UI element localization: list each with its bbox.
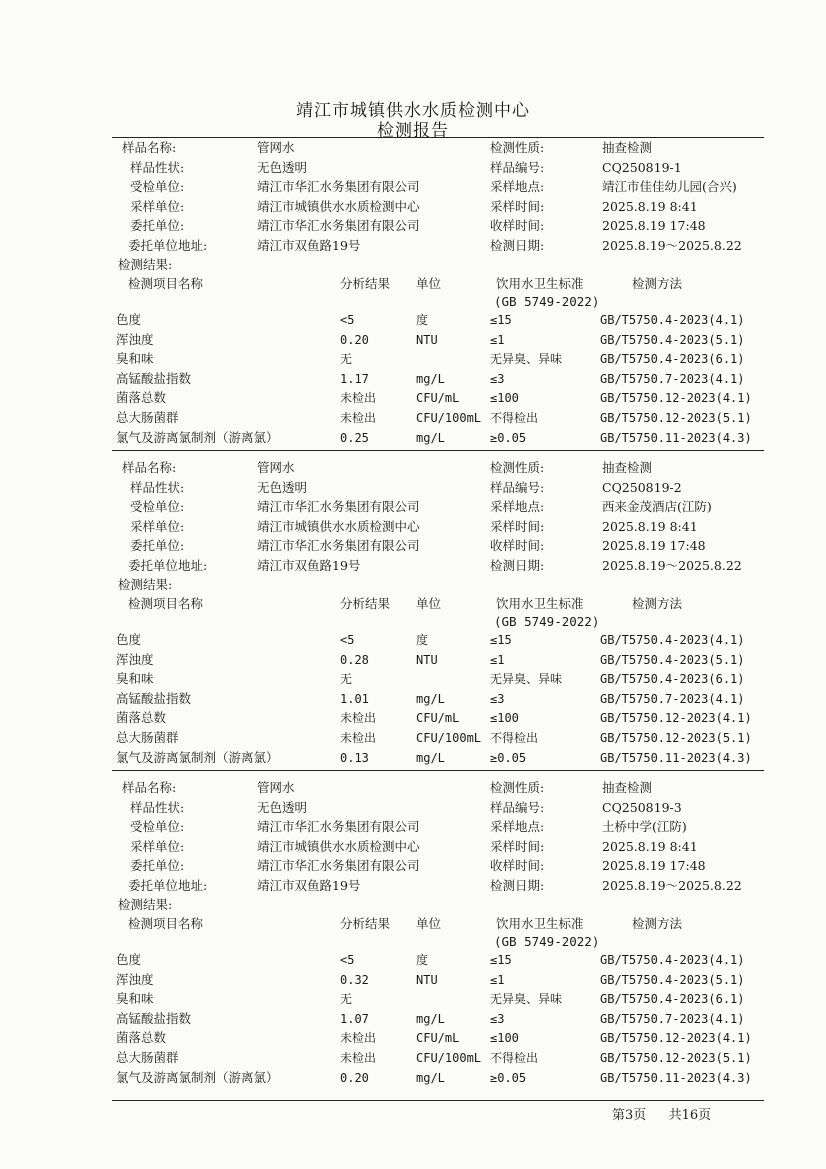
cell-method: GB/T5750.4-2023(4.1) bbox=[600, 953, 745, 967]
cell-unit: mg/L bbox=[416, 1070, 445, 1085]
table-row bbox=[112, 409, 772, 427]
results-label bbox=[112, 896, 772, 914]
table-row bbox=[112, 651, 772, 669]
field-value: 管网水 bbox=[257, 460, 295, 475]
cell-method: GB/T5750.4-2023(5.1) bbox=[600, 972, 745, 987]
field-label: 样品名称: bbox=[122, 140, 177, 155]
header-rule bbox=[112, 137, 764, 138]
cell-method: GB/T5750.12-2023(5.1) bbox=[600, 1051, 752, 1065]
cell-std: 无异臭、异味 bbox=[490, 992, 563, 1007]
table-row bbox=[112, 1010, 772, 1028]
cell-std: ≤100 bbox=[490, 391, 519, 406]
cell-result: <5 bbox=[340, 953, 355, 967]
footer-rule bbox=[112, 1100, 764, 1101]
results-heading: 检测结果: bbox=[118, 897, 173, 912]
field-value: 靖江市城镇供水水质检测中心 bbox=[257, 518, 420, 534]
field-value: CQ250819-1 bbox=[602, 159, 682, 175]
cell-method: GB/T5750.11-2023(4.3) bbox=[600, 1070, 752, 1085]
col-std: 饮用水卫生标准 bbox=[496, 916, 584, 931]
field-label: 样品性状: bbox=[130, 159, 185, 175]
field-value: 土桥中学(江防) bbox=[602, 819, 687, 834]
field-value: 管网水 bbox=[257, 780, 295, 795]
col-unit: 单位 bbox=[416, 916, 442, 931]
table-row bbox=[112, 1069, 772, 1087]
field-label: 检测性质: bbox=[490, 460, 545, 475]
col-method: 检测方法 bbox=[632, 276, 683, 291]
table-row bbox=[112, 331, 772, 349]
cell-item: 总大肠菌群 bbox=[116, 730, 179, 745]
cell-std: 不得检出 bbox=[490, 731, 539, 745]
cell-method: GB/T5750.11-2023(4.3) bbox=[600, 430, 752, 445]
cell-result: 0.32 bbox=[340, 972, 369, 987]
field-value: 2025.8.19 17:48 bbox=[602, 858, 706, 873]
field-value: 靖江市华汇水务集团有限公司 bbox=[257, 218, 420, 233]
cell-unit: CFU/mL bbox=[416, 1031, 460, 1046]
section-rule bbox=[112, 770, 764, 771]
field-label: 委托单位: bbox=[130, 538, 185, 553]
info-row bbox=[112, 479, 772, 497]
field-label: 采样单位: bbox=[130, 198, 185, 214]
info-row bbox=[112, 818, 772, 836]
info-row bbox=[112, 557, 772, 575]
cell-unit: mg/L bbox=[416, 1011, 445, 1026]
field-value: 2025.8.19～2025.8.22 bbox=[602, 237, 742, 253]
field-label: 受检单位: bbox=[130, 179, 185, 194]
cell-unit: CFU/100mL bbox=[416, 731, 482, 745]
field-value: 靖江市华汇水务集团有限公司 bbox=[257, 499, 420, 514]
col-item: 检测项目名称 bbox=[128, 596, 204, 611]
cell-unit: mg/L bbox=[416, 750, 445, 765]
cell-method: GB/T5750.7-2023(4.1) bbox=[600, 1011, 745, 1026]
info-row bbox=[112, 459, 772, 477]
results-label bbox=[112, 256, 772, 274]
cell-item: 氯气及游离氯制剂（游离氯） bbox=[116, 429, 279, 445]
cell-method: GB/T5750.11-2023(4.3) bbox=[600, 750, 752, 765]
cell-result: 未检出 bbox=[340, 1051, 377, 1065]
cell-unit: mg/L bbox=[416, 430, 445, 445]
cell-std: ≤100 bbox=[490, 711, 519, 726]
field-label: 收样时间: bbox=[490, 218, 545, 233]
cell-item: 浑浊度 bbox=[116, 971, 154, 987]
sample-block bbox=[112, 139, 772, 459]
cell-unit: CFU/mL bbox=[416, 391, 460, 406]
cell-item: 色度 bbox=[116, 632, 142, 647]
cell-unit: NTU bbox=[416, 652, 438, 667]
cell-unit: CFU/100mL bbox=[416, 411, 482, 425]
col-std: 饮用水卫生标准 bbox=[496, 596, 584, 611]
field-value: 无色透明 bbox=[257, 799, 308, 815]
field-label: 委托单位地址: bbox=[128, 877, 208, 893]
results-label bbox=[112, 576, 772, 594]
cell-unit: 度 bbox=[416, 633, 429, 647]
cell-result: 0.20 bbox=[340, 332, 369, 347]
cell-std: ≤1 bbox=[490, 972, 505, 987]
field-label: 检测日期: bbox=[490, 237, 545, 253]
info-row bbox=[112, 178, 772, 196]
table-row bbox=[112, 690, 772, 708]
field-value: 靖江市城镇供水水质检测中心 bbox=[257, 838, 420, 854]
results-heading: 检测结果: bbox=[118, 577, 173, 592]
field-label: 收样时间: bbox=[490, 538, 545, 553]
page-total: 共16页 bbox=[668, 1108, 712, 1123]
cell-unit: 度 bbox=[416, 953, 429, 967]
info-row bbox=[112, 537, 772, 555]
col-result: 分析结果 bbox=[340, 596, 391, 611]
info-row bbox=[112, 779, 772, 797]
field-value: 抽查检测 bbox=[602, 780, 653, 795]
table-row bbox=[112, 971, 772, 989]
table-row bbox=[112, 951, 772, 969]
table-row bbox=[112, 429, 772, 447]
cell-method: GB/T5750.4-2023(5.1) bbox=[600, 332, 745, 347]
field-value: 靖江市佳佳幼儿园(合兴) bbox=[602, 179, 737, 194]
field-label: 委托单位地址: bbox=[128, 557, 208, 573]
info-row bbox=[112, 237, 772, 255]
info-row bbox=[112, 198, 772, 216]
table-row bbox=[112, 1049, 772, 1067]
field-label: 委托单位: bbox=[130, 858, 185, 873]
cell-result: 无 bbox=[340, 672, 353, 687]
cell-method: GB/T5750.12-2023(4.1) bbox=[600, 391, 752, 406]
cell-method: GB/T5750.7-2023(4.1) bbox=[600, 371, 745, 386]
cell-result: 1.17 bbox=[340, 371, 369, 386]
cell-item: 臭和味 bbox=[116, 351, 154, 367]
cell-result: 0.28 bbox=[340, 652, 369, 667]
info-row bbox=[112, 159, 772, 177]
results-table-header-sub bbox=[112, 293, 772, 311]
info-row bbox=[112, 857, 772, 875]
cell-item: 菌落总数 bbox=[116, 710, 167, 726]
field-label: 受检单位: bbox=[130, 819, 185, 834]
field-value: 靖江市华汇水务集团有限公司 bbox=[257, 179, 420, 194]
table-row bbox=[112, 709, 772, 727]
table-row bbox=[112, 370, 772, 388]
field-value: 靖江市城镇供水水质检测中心 bbox=[257, 198, 420, 214]
cell-std: ≤3 bbox=[490, 691, 505, 706]
field-value: 抽查检测 bbox=[602, 460, 653, 475]
field-label: 采样地点: bbox=[490, 819, 545, 834]
cell-item: 浑浊度 bbox=[116, 651, 154, 667]
org-title: 靖江市城镇供水水质检测中心 bbox=[296, 101, 530, 121]
cell-std: 无异臭、异味 bbox=[490, 352, 563, 367]
field-value: 靖江市华汇水务集团有限公司 bbox=[257, 858, 420, 873]
cell-item: 臭和味 bbox=[116, 671, 154, 687]
field-label: 样品编号: bbox=[490, 799, 545, 815]
field-value: 靖江市华汇水务集团有限公司 bbox=[257, 538, 420, 553]
table-row bbox=[112, 729, 772, 747]
field-value: 2025.8.19 8:41 bbox=[602, 838, 698, 854]
cell-result: 未检出 bbox=[340, 731, 377, 745]
field-value: 2025.8.19～2025.8.22 bbox=[602, 557, 742, 573]
cell-std: ≤15 bbox=[490, 633, 512, 647]
cell-result: 未检出 bbox=[340, 411, 377, 425]
cell-result: 未检出 bbox=[340, 1031, 377, 1046]
cell-method: GB/T5750.12-2023(5.1) bbox=[600, 411, 752, 425]
table-row bbox=[112, 311, 772, 329]
col-std: 饮用水卫生标准 bbox=[496, 276, 584, 291]
cell-result: <5 bbox=[340, 313, 355, 327]
cell-method: GB/T5750.4-2023(6.1) bbox=[600, 672, 745, 687]
cell-std: ≥0.05 bbox=[490, 1070, 527, 1085]
cell-std: 无异臭、异味 bbox=[490, 672, 563, 687]
cell-item: 菌落总数 bbox=[116, 1030, 167, 1046]
cell-item: 总大肠菌群 bbox=[116, 410, 179, 425]
field-label: 样品名称: bbox=[122, 780, 177, 795]
col-std-sub: (GB 5749-2022) bbox=[494, 614, 600, 629]
cell-result: 未检出 bbox=[340, 711, 377, 726]
field-value: 抽查检测 bbox=[602, 140, 653, 155]
field-value: 2025.8.19 8:41 bbox=[602, 198, 698, 214]
field-value: 2025.8.19 17:48 bbox=[602, 538, 706, 553]
sample-block bbox=[112, 459, 772, 779]
cell-unit: CFU/100mL bbox=[416, 1051, 482, 1065]
cell-unit: NTU bbox=[416, 972, 438, 987]
cell-unit: 度 bbox=[416, 313, 429, 327]
results-table-header bbox=[112, 915, 772, 933]
cell-std: ≤100 bbox=[490, 1031, 519, 1046]
page-footer bbox=[612, 1104, 711, 1123]
field-value: 2025.8.19～2025.8.22 bbox=[602, 877, 742, 893]
results-table-header-sub bbox=[112, 613, 772, 631]
field-label: 采样单位: bbox=[130, 838, 185, 854]
cell-item: 氯气及游离氯制剂（游离氯） bbox=[116, 749, 279, 765]
cell-item: 浑浊度 bbox=[116, 331, 154, 347]
cell-result: 0.13 bbox=[340, 750, 369, 765]
field-label: 采样地点: bbox=[490, 499, 545, 514]
cell-method: GB/T5750.12-2023(5.1) bbox=[600, 731, 752, 745]
field-label: 样品编号: bbox=[490, 159, 545, 175]
cell-item: 高锰酸盐指数 bbox=[116, 370, 192, 386]
cell-method: GB/T5750.12-2023(4.1) bbox=[600, 711, 752, 726]
sample-block bbox=[112, 779, 772, 1099]
col-item: 检测项目名称 bbox=[128, 276, 204, 291]
cell-item: 臭和味 bbox=[116, 991, 154, 1007]
cell-std: ≤1 bbox=[490, 332, 505, 347]
col-std-sub: (GB 5749-2022) bbox=[494, 294, 600, 309]
col-unit: 单位 bbox=[416, 596, 442, 611]
page-number: 第3页 bbox=[612, 1108, 647, 1123]
field-label: 样品性状: bbox=[130, 479, 185, 495]
cell-item: 高锰酸盐指数 bbox=[116, 1010, 192, 1026]
field-label: 样品名称: bbox=[122, 460, 177, 475]
table-row bbox=[112, 749, 772, 767]
results-table-header bbox=[112, 595, 772, 613]
results-heading: 检测结果: bbox=[118, 257, 173, 272]
cell-std: 不得检出 bbox=[490, 1051, 539, 1065]
section-rule bbox=[112, 450, 764, 451]
field-value: 靖江市双鱼路19号 bbox=[257, 877, 361, 893]
info-row bbox=[112, 139, 772, 157]
field-label: 检测性质: bbox=[490, 140, 545, 155]
cell-method: GB/T5750.4-2023(4.1) bbox=[600, 633, 745, 647]
col-item: 检测项目名称 bbox=[128, 916, 204, 931]
cell-result: 无 bbox=[340, 992, 353, 1007]
col-result: 分析结果 bbox=[340, 916, 391, 931]
cell-unit: mg/L bbox=[416, 371, 445, 386]
info-row bbox=[112, 838, 772, 856]
field-label: 收样时间: bbox=[490, 858, 545, 873]
cell-result: 无 bbox=[340, 352, 353, 367]
field-label: 委托单位地址: bbox=[128, 237, 208, 253]
field-label: 检测日期: bbox=[490, 877, 545, 893]
cell-item: 色度 bbox=[116, 312, 142, 327]
field-value: 西来金茂酒店(江防) bbox=[602, 499, 712, 514]
field-label: 采样单位: bbox=[130, 518, 185, 534]
cell-std: ≤15 bbox=[490, 313, 512, 327]
col-result: 分析结果 bbox=[340, 276, 391, 291]
results-table-header bbox=[112, 275, 772, 293]
table-row bbox=[112, 350, 772, 368]
cell-item: 菌落总数 bbox=[116, 390, 167, 406]
info-row bbox=[112, 799, 772, 817]
report-title: 检测报告 bbox=[377, 121, 449, 141]
cell-result: 未检出 bbox=[340, 391, 377, 406]
field-label: 受检单位: bbox=[130, 499, 185, 514]
table-row bbox=[112, 670, 772, 688]
cell-result: <5 bbox=[340, 633, 355, 647]
cell-item: 氯气及游离氯制剂（游离氯） bbox=[116, 1069, 279, 1085]
info-row bbox=[112, 518, 772, 536]
cell-method: GB/T5750.4-2023(6.1) bbox=[600, 992, 745, 1007]
cell-std: ≥0.05 bbox=[490, 430, 527, 445]
field-label: 样品性状: bbox=[130, 799, 185, 815]
cell-std: ≤1 bbox=[490, 652, 505, 667]
cell-method: GB/T5750.4-2023(6.1) bbox=[600, 352, 745, 367]
cell-unit: NTU bbox=[416, 332, 438, 347]
cell-result: 1.01 bbox=[340, 691, 369, 706]
field-value: 2025.8.19 17:48 bbox=[602, 218, 706, 233]
cell-result: 0.25 bbox=[340, 430, 369, 445]
field-value: 2025.8.19 8:41 bbox=[602, 518, 698, 534]
field-label: 委托单位: bbox=[130, 218, 185, 233]
col-unit: 单位 bbox=[416, 276, 442, 291]
table-row bbox=[112, 990, 772, 1008]
cell-method: GB/T5750.4-2023(5.1) bbox=[600, 652, 745, 667]
cell-std: ≤3 bbox=[490, 1011, 505, 1026]
cell-item: 总大肠菌群 bbox=[116, 1050, 179, 1065]
cell-std: ≥0.05 bbox=[490, 750, 527, 765]
field-value: 管网水 bbox=[257, 140, 295, 155]
info-row bbox=[112, 217, 772, 235]
field-value: 靖江市双鱼路19号 bbox=[257, 237, 361, 253]
field-value: 靖江市双鱼路19号 bbox=[257, 557, 361, 573]
field-label: 采样时间: bbox=[490, 838, 545, 854]
table-row bbox=[112, 631, 772, 649]
info-row bbox=[112, 498, 772, 516]
cell-method: GB/T5750.4-2023(4.1) bbox=[600, 313, 745, 327]
cell-std: ≤3 bbox=[490, 371, 505, 386]
field-label: 采样时间: bbox=[490, 518, 545, 534]
field-label: 检测日期: bbox=[490, 557, 545, 573]
field-value: 无色透明 bbox=[257, 479, 308, 495]
cell-std: ≤15 bbox=[490, 953, 512, 967]
field-value: 无色透明 bbox=[257, 159, 308, 175]
results-table-header-sub bbox=[112, 933, 772, 951]
field-label: 采样地点: bbox=[490, 179, 545, 194]
col-method: 检测方法 bbox=[632, 916, 683, 931]
cell-item: 高锰酸盐指数 bbox=[116, 690, 192, 706]
field-label: 检测性质: bbox=[490, 780, 545, 795]
table-row bbox=[112, 1029, 772, 1047]
cell-unit: mg/L bbox=[416, 691, 445, 706]
field-label: 采样时间: bbox=[490, 198, 545, 214]
cell-method: GB/T5750.12-2023(4.1) bbox=[600, 1031, 752, 1046]
cell-method: GB/T5750.7-2023(4.1) bbox=[600, 691, 745, 706]
col-std-sub: (GB 5749-2022) bbox=[494, 934, 600, 949]
cell-item: 色度 bbox=[116, 952, 142, 967]
col-method: 检测方法 bbox=[632, 596, 683, 611]
field-value: 靖江市华汇水务集团有限公司 bbox=[257, 819, 420, 834]
info-row bbox=[112, 877, 772, 895]
field-label: 样品编号: bbox=[490, 479, 545, 495]
field-value: CQ250819-2 bbox=[602, 479, 682, 495]
field-value: CQ250819-3 bbox=[602, 799, 682, 815]
cell-result: 1.07 bbox=[340, 1011, 369, 1026]
cell-result: 0.20 bbox=[340, 1070, 369, 1085]
cell-std: 不得检出 bbox=[490, 411, 539, 425]
cell-unit: CFU/mL bbox=[416, 711, 460, 726]
table-row bbox=[112, 389, 772, 407]
